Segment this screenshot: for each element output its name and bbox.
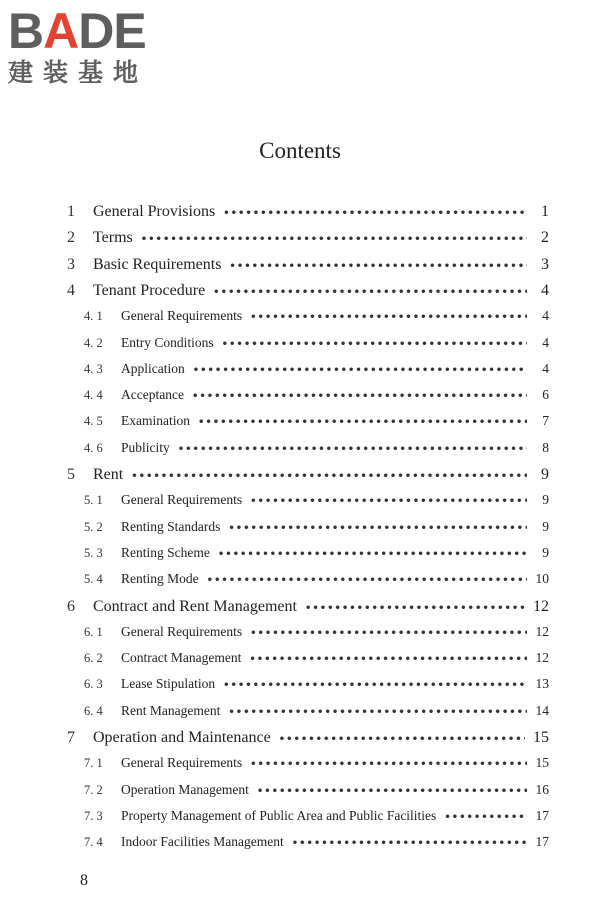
toc-section-row[interactable] (84, 545, 549, 561)
toc-entry-number: 4. 2 (84, 335, 103, 350)
toc-section-row[interactable] (84, 335, 549, 351)
toc-dot-leader (193, 365, 527, 376)
toc-entry-number: 4 (67, 281, 75, 299)
toc-entry-number: 5. 4 (84, 572, 103, 587)
toc-entry-number: 7. 4 (84, 835, 103, 850)
toc-entry-number: 6 (67, 597, 75, 615)
logo-letter-a: A (43, 3, 79, 59)
toc-dot-leader (249, 654, 527, 665)
toc-dot-leader (292, 838, 527, 849)
toc-entry-label: Examination (121, 413, 190, 429)
toc-entry-label: Publicity (121, 439, 170, 455)
toc-chapter-row[interactable] (67, 256, 549, 274)
toc-entry-page: 6 (542, 387, 549, 403)
toc-entry-number: 4. 3 (84, 361, 103, 376)
toc-entry-label: Tenant Procedure (93, 281, 206, 299)
toc-entry-label: Entry Conditions (121, 334, 214, 350)
toc-entry-label: Lease Stipulation (121, 676, 216, 692)
toc-entry-number: 4. 1 (84, 309, 103, 324)
toc-section-row[interactable] (84, 440, 549, 456)
toc-dot-leader (223, 680, 527, 691)
toc-section-row[interactable] (84, 519, 549, 535)
toc-section-row[interactable] (84, 361, 549, 377)
toc-dot-leader (305, 603, 525, 614)
toc-entry-number: 7 (67, 729, 75, 746)
toc-entry-number: 1 (67, 203, 75, 220)
toc-entry-number: 5 (67, 466, 75, 483)
toc-entry-page: 15 (535, 755, 549, 771)
toc-entry-page: 1 (541, 203, 549, 220)
toc-entry-page: 9 (541, 466, 549, 483)
toc-entry-number: 6. 1 (84, 624, 103, 639)
toc-entry-label: General Requirements (121, 623, 243, 639)
toc-dot-leader (228, 523, 527, 534)
toc-section-row[interactable] (84, 492, 549, 508)
logo-wordmark (8, 3, 178, 59)
toc-entry-number: 4. 6 (84, 440, 103, 455)
toc-entry-label: General Requirements (121, 755, 243, 771)
toc-entry-label: Basic Requirements (93, 255, 222, 273)
toc-entry-page: 17 (535, 807, 549, 823)
toc-entry-label: Operation and Maintenance (93, 729, 271, 746)
toc-section-row[interactable] (84, 782, 549, 798)
toc-entry-label: Property Management of Public Area and Public Facilities (121, 807, 437, 823)
toc-entry-number: 4. 4 (84, 388, 103, 403)
toc-chapter-row[interactable] (67, 229, 549, 247)
toc-entry-page: 7 (542, 413, 549, 429)
toc-entry-label: Rent (93, 466, 124, 483)
toc-section-row[interactable] (84, 308, 549, 324)
page-number: 8 (80, 872, 88, 889)
toc-entry-page: 4 (541, 281, 549, 299)
toc-entry-label: Rent Management (121, 702, 221, 718)
toc-dot-leader (207, 575, 527, 586)
toc-entry-label: General Requirements (121, 492, 243, 508)
toc-dot-leader (228, 707, 527, 718)
toc-entry-page: 12 (533, 597, 549, 615)
toc-entry-number: 6. 2 (84, 651, 103, 666)
toc-dot-leader (218, 549, 527, 560)
toc-dot-leader (250, 628, 527, 639)
toc-entry-page: 13 (535, 676, 549, 692)
toc-entry-page: 9 (542, 544, 549, 560)
toc-entry-page: 16 (535, 781, 549, 797)
toc-dot-leader (229, 261, 527, 272)
toc-section-row[interactable] (84, 808, 549, 824)
toc-chapter-row[interactable] (67, 203, 549, 221)
toc-entry-number: 5. 2 (84, 519, 103, 534)
toc-section-row[interactable] (84, 676, 549, 692)
toc-entry-page: 8 (542, 439, 549, 455)
toc-dot-leader (141, 234, 527, 245)
toc-dot-leader (222, 339, 527, 350)
toc-section-row[interactable] (84, 624, 549, 640)
toc-entry-page: 4 (542, 308, 549, 324)
toc-entry-label: Renting Scheme (121, 544, 210, 560)
toc-entry-page: 17 (535, 834, 549, 850)
toc-dot-leader (444, 812, 527, 823)
toc-section-row[interactable] (84, 650, 549, 666)
toc-section-row[interactable] (84, 755, 549, 771)
toc-chapter-row[interactable] (67, 598, 549, 616)
toc-dot-leader (198, 417, 527, 428)
toc-dot-leader (192, 391, 527, 402)
toc-dot-leader (223, 208, 527, 219)
toc-entry-label: Application (121, 360, 185, 376)
toc-dot-leader (250, 312, 527, 323)
toc-dot-leader (250, 759, 527, 770)
toc-entry-number: 7. 1 (84, 756, 103, 771)
toc-entry-page: 12 (535, 623, 549, 639)
toc-entry-number: 3 (67, 255, 75, 273)
toc-entry-page: 3 (541, 255, 549, 273)
toc-chapter-row[interactable] (67, 282, 549, 300)
toc-entry-label: General Provisions (93, 203, 216, 220)
toc-entry-number: 2 (67, 229, 75, 247)
toc-entry-page: 14 (535, 702, 549, 718)
toc-entry-label: Renting Mode (121, 571, 199, 587)
toc-entry-number: 5. 3 (84, 545, 103, 560)
toc-entry-label: Terms (93, 229, 133, 247)
toc-entry-page: 9 (542, 492, 549, 508)
toc-entry-label: General Requirements (121, 308, 243, 324)
toc-entry-label: Acceptance (121, 387, 184, 403)
toc-entry-page: 9 (542, 518, 549, 534)
toc-dot-leader (213, 287, 527, 298)
toc-chapter-row[interactable] (67, 729, 549, 747)
toc-entry-page: 10 (535, 571, 549, 587)
bade-logo (8, 3, 178, 88)
toc-entry-page: 2 (541, 229, 549, 247)
toc-section-row[interactable] (84, 387, 549, 403)
toc-section-row[interactable] (84, 703, 549, 719)
toc-entry-number: 5. 1 (84, 493, 103, 508)
toc-entry-label: Contract and Rent Management (93, 597, 297, 615)
logo-letter-b: B (8, 3, 44, 59)
toc-chapter-row[interactable] (67, 466, 549, 484)
toc-dot-leader (257, 786, 527, 797)
toc-dot-leader (250, 496, 527, 507)
toc-entry-number: 6. 3 (84, 677, 103, 692)
toc-entry-number: 7. 2 (84, 782, 103, 797)
toc-dot-leader (279, 734, 525, 745)
toc-entry-number: 6. 4 (84, 703, 103, 718)
toc-entry-number: 7. 3 (84, 808, 103, 823)
toc-dot-leader (178, 444, 527, 455)
toc-entry-label: Indoor Facilities Management (121, 834, 284, 850)
logo-letters-de: DE (78, 3, 146, 59)
toc-entry-label: Contract Management (121, 650, 242, 666)
toc-section-row[interactable] (84, 413, 549, 429)
toc-entry-page: 4 (542, 334, 549, 350)
toc-entry-page: 12 (535, 650, 549, 666)
toc-section-row[interactable] (84, 834, 549, 850)
toc-dot-leader (131, 471, 527, 482)
page-title: Contents (259, 138, 341, 163)
logo-subtitle: 建装基地 (8, 58, 149, 87)
toc-section-row[interactable] (84, 571, 549, 587)
toc-entry-label: Operation Management (121, 781, 249, 797)
toc-entry-number: 4. 5 (84, 414, 103, 429)
toc-entry-label: Renting Standards (121, 518, 221, 534)
toc-entry-page: 4 (542, 360, 549, 376)
toc-entry-page: 15 (533, 729, 549, 746)
